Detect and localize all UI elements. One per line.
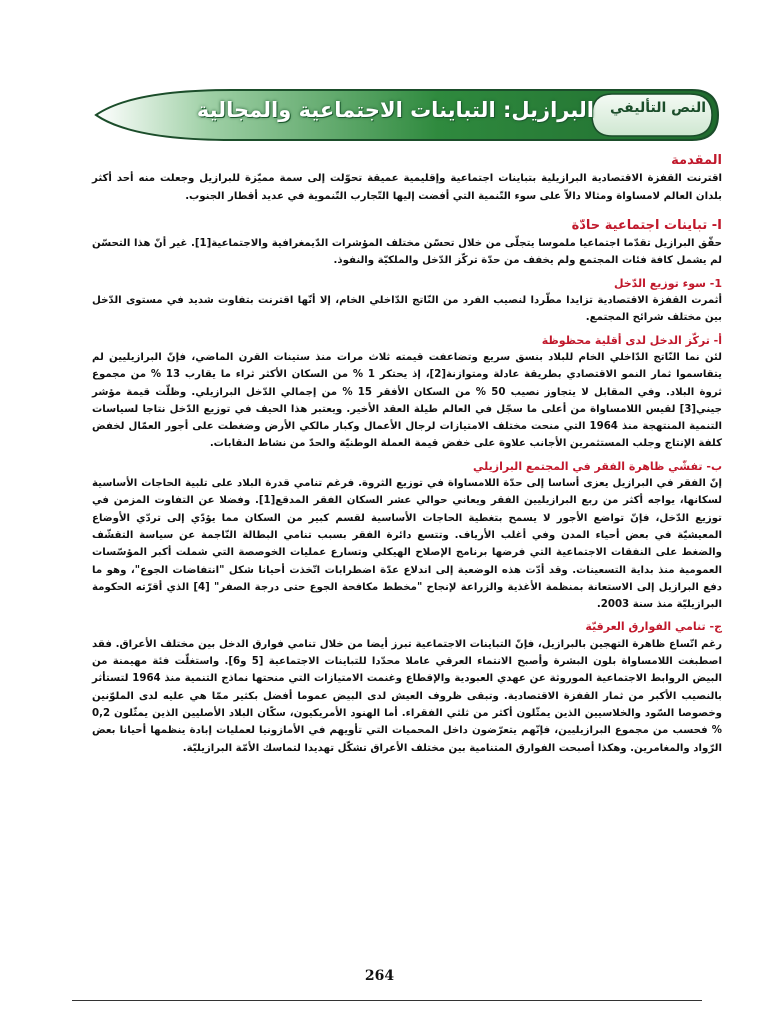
section-c-paragraph: رغم اتّساع ظاهرة التهجين بالبرازيل، فإنّ التباينات الاجتماعية تبرز أيضا من خلال تنامي فوارق الدخل بين مختلف الأعراق. فقد اصطبغت اللامساواة بلون البشرة وأصبح الانتماء العرقي عاملا محدّدا للتباينات الاجتماعية [5 و6]. واستغلّت فئة مهيمنة من البيض الروابط الاجتماعية الموروثة عن عهدي العبودية والإقطاع وغنمت الامتيازات التي منحتها نماذج التنمية منذ 1964 لتستأثر بالنصيب الأكبر من ثمار القفزة الاقتصادية. وتبقى ظروف العيش لدى البيض عموما أفضل بكثير ممّا هي عليه لدى الملوّنين وخصوصا السّود والخلاسيين الذين يمثّلون أكثر من ثلثي الفقراء. أما الهنود الأمريكيون، سكّان البلاد الأصليين الذين يمثّلون 0,2 % فحسب من مجموع البرازيليين، فإنّهم يتعرّضون داخل المحميات التي تأويهم في الأمازونيا لعمليات إبادة ينظمها أحيانا بعض الرّواد والمغامرين. وهكذا أصبحت الفوارق المتنامية بين مختلف الأعراق تشكّل تهديدا لتماسك الأمّة البرازيليّة.	[92, 638, 722, 754]
banner-title: البرازيل: التباينات الاجتماعية والمجالية	[196, 98, 594, 122]
section-c-heading: ج- تنامي الفوارق العرقيّة	[585, 620, 722, 634]
section-a-heading: أ- تركّز الدخل لدى أقلية محظوظة	[541, 333, 722, 347]
page-number: 264	[364, 968, 395, 984]
document-body	[92, 148, 722, 757]
section-a-paragraph: لئن نما النّاتج الدّاخلي الخام للبلاد بنسق سريع وتضاعفت قيمته ثلاث مرات منذ ستينات القرن الماضي، فإنّ البرازيليين لم يتقاسموا ثمار النمو الاقتصادي بطريقة عادلة ومتوازنة[2]، إذ يحتكر 1 % من السكان الأكثر ثراء ما يقارب 13 % من مجموع ثروة البلاد. وفي المقابل لا يتجاوز نصيب 50 % من السكان الأفقر 15 % من إجمالي الدّخل البرازيلي. وظلّت قيمة مؤشر جيني[3] لقيس اللامساواة من أعلى ما سجّل في العالم طيلة العقد الأخير. ويعتبر هذا الحيف في توزيع الدّخل نتاجا لسياسات التنمية المنتهجة منذ 1964 التي منحت مختلف الامتيازات لرجال الأعمال وكبار مالكي الأرض وضغطت على أجور العمّال لخفض كلفة الإنتاج وجلب المستثمرين الأجانب علاوة على خفض قيمة العملة الوطنيّة والحدّ من نشاط النقابات.	[92, 351, 723, 450]
section-b-paragraph: إنّ الفقر في البرازيل يعزى أساسا إلى حدّة اللامساواة في توزيع الثروة. فرغم تنامي قدرة البلاد على تلبية الحاجات الأساسية لسكانها، يواجه أكثر من ربع البرازيليين الفقر ويعاني حوالي عشر السكان الفقر المدقع[1]. وفضلا عن التفاوت المزمن في توزيع الدّخل، فإنّ تواضع الأجور لا يسمح بتغطية الحاجات الأساسية لقسم كبير من السكان مما يؤدّي إلى تردّي الأوضاع المعيشيّة في بعض أحياء المدن وفي أغلب الأرياف. وتتسع دائرة الفقر بسبب تنامي البطالة النّاجمة عن سياسة التقشّف والضغط على النفقات الاجتماعية التي فرضها برنامج الإصلاح الهيكلي وتسارع عمليات الخوصصة التي شملت أكبر المؤسّسات العمومية منذ بداية التسعينات. وقد أدّت هذه الوضعية إلى اندلاع عدّة اضطرابات اتّخذت أحيانا شكل "انتفاضات الجوع"، وهو ما دفع البرازيل إلى الاستعانة بمنظمة الأغذية والزراعة لإنجاح "مخطط مكافحة الجوع حتى درجة الصفر" [4] الذي أقرّته الحكومة البرازيليّة منذ سنة 2003.	[92, 478, 723, 611]
section1-1-heading: 1- سوء توزيع الدّخل	[613, 276, 722, 290]
section1-heading: I- تباينات اجتماعية حادّة	[571, 217, 722, 233]
footer-rule	[72, 990, 702, 1001]
section-b-heading: ب- تفشّي ظاهرة الفقر في المجتمع البرازيلي	[473, 459, 722, 473]
banner-tag: النص التأليفي	[610, 100, 706, 116]
intro-heading: المقدمة	[671, 153, 722, 168]
section1-paragraph: حقّق البرازيل تقدّما اجتماعيا ملموسا يتجلّى من خلال تحسّن مختلف المؤشرات الدّيمغرافية والاجتماعية[1]. غير أنّ هذا التحسّن لم يشمل كافة فئات المجتمع ولم يخفف من حدّة تركّز الدّخل والملكيّة والنفوذ.	[92, 238, 722, 267]
title-banner	[92, 84, 722, 146]
intro-paragraph: اقترنت القفزة الاقتصادية البرازيلية بتباينات اجتماعية وإقليمية عميقة تحوّلت إلى سمة مميّزة للبرازيل وجعلت منه أحد أكثر بلدان العالم لامساواة ومثالا دالاّ على سوء التّنمية التي أفضت إليها التّجارب التّنموية في عديد أقطار الجنوب.	[92, 173, 722, 202]
section1-1-paragraph: أثمرت القفزة الاقتصادية تزايدا مطّردا لنصيب الفرد من النّاتج الدّاخلي الخام، إلا أنّها اقترنت بتفاوت شديد في مستوى الدّخل بين مختلف شرائح المجتمع.	[92, 295, 722, 324]
